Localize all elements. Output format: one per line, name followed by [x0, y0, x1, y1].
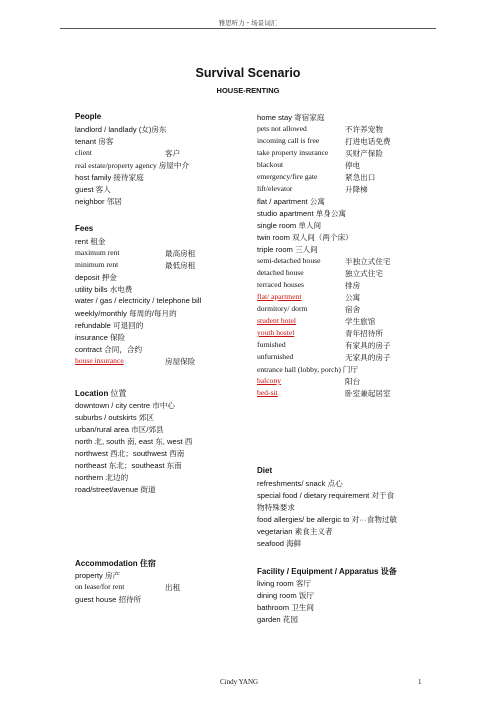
vocab-term: house insurance	[75, 356, 124, 365]
vocab-translation: 最高房租	[165, 249, 196, 258]
vocab-term: bed-sit	[257, 388, 278, 397]
vocab-entry	[75, 124, 167, 135]
vocab-term: dining room 饭厅	[257, 591, 314, 600]
vocab-entry	[257, 160, 361, 170]
vocab-entry	[257, 184, 368, 194]
vocab-entry	[75, 582, 181, 592]
vocab-term: pets not allowed	[257, 124, 307, 133]
vocab-entry	[257, 340, 391, 350]
vocab-entry	[257, 614, 298, 625]
vocab-entry	[75, 196, 122, 207]
vocab-translation: 阳台	[345, 377, 361, 386]
section-heading	[75, 388, 126, 399]
vocab-term: on lease/for rent	[75, 582, 125, 591]
vocab-term: entrance hall (lobby, porch) 门厅	[257, 365, 358, 374]
vocab-term: road/street/avenue 街道	[75, 485, 156, 494]
vocab-term: insurance 保险	[75, 333, 126, 342]
vocab-term: furnished	[257, 340, 286, 349]
vocab-term: rent 租金	[75, 237, 106, 246]
vocab-term: lift/elevator	[257, 184, 293, 193]
vocab-translation: 学生旅馆	[345, 317, 376, 326]
vocab-entry	[75, 356, 196, 366]
vocab-entry	[257, 208, 346, 219]
vocab-term: bathroom 卫生间	[257, 603, 314, 612]
vocab-translation: 有家具的房子	[345, 341, 391, 350]
vocab-term: flat/ apartment	[257, 292, 302, 301]
vocab-term: landlord / landlady (女)房东	[75, 125, 167, 134]
vocab-term: real estate/property agency 房屋中介	[75, 161, 190, 170]
vocab-entry	[257, 328, 383, 338]
vocab-entry	[257, 220, 321, 231]
vocab-entry	[75, 344, 142, 355]
vocab-term: suburbs / outskirts 郊区	[75, 413, 154, 422]
vocab-term: student hotel	[257, 316, 297, 325]
section-heading	[75, 224, 93, 233]
vocab-entry	[257, 388, 391, 398]
vocab-term: neighbor 邻居	[75, 197, 122, 206]
vocab-term: maximum rent	[75, 248, 120, 257]
vocab-entry	[75, 448, 184, 459]
vocab-term: 物特殊要求	[257, 503, 295, 512]
vocab-translation: 最低房租	[165, 261, 196, 270]
vocab-entry	[75, 272, 117, 283]
vocab-term: terraced houses	[257, 280, 305, 289]
vocab-translation: 位置	[110, 389, 127, 398]
vocab-term: twin room 双人间（两个床）	[257, 233, 353, 242]
vocab-translation: 紧急出口	[345, 173, 376, 182]
vocab-term: triple room 三人间	[257, 245, 318, 254]
vocab-term: deposit 押金	[75, 273, 117, 282]
vocab-entry	[257, 124, 383, 134]
vocab-term: urban/rural area 市区/郊县	[75, 425, 164, 434]
vocab-entry	[75, 260, 196, 270]
vocab-entry	[257, 136, 391, 146]
vocab-entry	[257, 490, 394, 501]
vocab-term: balcony	[257, 376, 282, 385]
header-text: 雅思听力・场景词汇	[218, 19, 278, 27]
vocab-entry	[257, 112, 325, 123]
vocab-entry	[75, 412, 154, 423]
vocab-term: refundable 可退回的	[75, 321, 144, 330]
vocab-entry	[75, 570, 120, 581]
vocab-term: detached house	[257, 268, 304, 277]
vocab-term: take property insurance	[257, 148, 329, 157]
section-heading	[75, 558, 156, 569]
section-heading-text: People	[75, 112, 102, 121]
vocab-translation: 买财产保险	[345, 149, 383, 158]
vocab-term: dormitory/ dorm	[257, 304, 308, 313]
vocab-entry	[257, 352, 391, 362]
vocab-entry	[257, 526, 333, 537]
vocab-entry	[75, 332, 125, 343]
footer-page-number: 1	[418, 678, 422, 686]
vocab-term: blackout	[257, 160, 284, 169]
page-subtitle: HOUSE-RENTING	[216, 86, 280, 95]
section-heading	[257, 566, 397, 577]
vocab-term: property 房产	[75, 571, 121, 580]
vocab-entry	[75, 424, 164, 435]
vocab-entry	[257, 268, 383, 278]
vocab-entry	[75, 320, 143, 331]
vocab-entry	[75, 184, 111, 195]
vocab-entry	[257, 304, 361, 314]
vocab-entry	[75, 308, 177, 319]
vocab-term: unfurnished	[257, 352, 294, 361]
vocab-entry	[257, 196, 325, 207]
vocab-entry	[75, 484, 156, 495]
vocab-entry	[75, 248, 196, 258]
vocab-term: guest 客人	[75, 185, 111, 194]
vocab-term: flat / apartment 公寓	[257, 197, 325, 206]
vocab-translation: 无家具的房子	[345, 353, 391, 362]
page-title: Survival Scenario	[195, 66, 301, 80]
vocab-translation: 排房	[345, 281, 361, 290]
vocab-term: single room 单人间	[257, 221, 322, 230]
vocab-entry	[75, 136, 113, 147]
section-heading-text: Facility / Equipment / Apparatus 设备	[257, 567, 397, 576]
vocab-entry	[257, 232, 353, 243]
vocab-term: northwest 西北；southwest 西南	[75, 449, 185, 458]
vocab-entry	[75, 472, 128, 483]
vocab-entry	[257, 172, 376, 182]
vocab-entry	[257, 148, 383, 158]
vocab-translation: 不许养宠物	[345, 125, 383, 134]
vocab-term: studio apartment 单身公寓	[257, 209, 347, 218]
section-heading	[75, 112, 101, 121]
footer-author: Cindy YANG	[220, 678, 259, 686]
vocab-term: food allergies/ be allergic to 对···食物过敏	[257, 515, 398, 524]
vocab-translation: 升降梯	[345, 185, 368, 194]
vocab-entry	[257, 364, 358, 375]
vocab-term: downtown / city centre 市中心	[75, 401, 176, 410]
vocab-entry	[75, 172, 144, 183]
vocab-translation: 房屋保险	[165, 357, 196, 366]
vocab-term: northeast 东北；southeast 东南	[75, 461, 182, 470]
vocab-entry	[75, 296, 201, 305]
vocab-term: contract 合同，合约	[75, 345, 143, 354]
vocab-term: home stay 寄宿家庭	[257, 113, 325, 122]
section-heading	[257, 466, 272, 475]
vocab-term: utility bills 水电费	[75, 285, 133, 294]
vocab-entry	[75, 594, 141, 605]
vocab-translation: 独立式住宅	[345, 269, 383, 278]
vocab-entry	[75, 148, 181, 158]
vocab-translation: 半独立式住宅	[345, 257, 391, 266]
vocab-entry	[75, 436, 192, 447]
vocab-translation: 公寓	[345, 293, 361, 302]
vocab-entry	[257, 256, 391, 266]
vocab-entry	[75, 400, 175, 411]
vocab-term: semi-detached house	[257, 256, 321, 265]
vocab-entry	[75, 236, 105, 247]
vocab-entry	[257, 502, 295, 513]
vocab-term: north 北, south 南, east 东, west 西	[75, 437, 193, 446]
vocab-translation: 客户	[165, 149, 181, 158]
section-heading-text: Location	[75, 389, 109, 398]
vocab-entry	[257, 602, 314, 613]
vocab-term: northern 北边的	[75, 473, 129, 482]
vocab-term: water / gas / electricity / telephone bill	[75, 296, 202, 305]
vocab-term: tenant 房客	[75, 137, 114, 146]
vocab-term: living room 客厅	[257, 579, 312, 588]
section-heading-text: Diet	[257, 466, 273, 475]
vocab-term: emergency/fire gate	[257, 172, 318, 181]
vocab-entry	[257, 280, 361, 290]
vocab-entry	[75, 284, 132, 295]
vocab-translation: 卧室兼起居室	[345, 389, 391, 398]
vocab-entry	[75, 160, 189, 171]
vocab-term: youth hostel	[257, 328, 295, 337]
vocab-term: vegetarian 素食主义者	[257, 527, 333, 536]
vocab-entry	[257, 292, 361, 302]
vocab-term: host family 接待家庭	[75, 173, 144, 182]
vocab-entry	[75, 460, 182, 471]
vocab-translation: 出租	[165, 583, 181, 592]
vocab-term: minimum rent	[75, 260, 119, 269]
section-heading-text: Fees	[75, 224, 94, 233]
vocab-term: special food / dietary requirement 对于食	[257, 491, 395, 500]
vocab-entry	[257, 376, 361, 386]
header-rule	[60, 28, 436, 29]
vocab-translation: 打进电话免费	[345, 137, 391, 146]
vocab-term: incoming call is free	[257, 136, 320, 145]
vocab-translation: 青年招待所	[345, 329, 383, 338]
vocab-entry	[257, 478, 343, 489]
vocab-entry	[257, 514, 397, 525]
vocab-entry	[257, 316, 376, 326]
vocab-translation: 宿舍	[345, 305, 361, 314]
vocab-term: seafood 海鲜	[257, 539, 302, 548]
vocab-entry	[257, 538, 301, 549]
vocab-entry	[257, 590, 314, 601]
vocab-term: garden 花园	[257, 615, 298, 624]
vocab-translation: 停电	[345, 161, 361, 170]
vocab-entry	[257, 578, 311, 589]
vocab-entry	[257, 244, 318, 255]
vocab-term: guest house 招待所	[75, 595, 142, 604]
vocab-term: client	[75, 148, 92, 157]
vocab-term: refreshments/ snack 点心	[257, 479, 343, 488]
vocab-term: weekly/monthly 每周的/每月的	[75, 309, 177, 318]
section-heading-text: Accommodation 住宿	[75, 559, 156, 568]
